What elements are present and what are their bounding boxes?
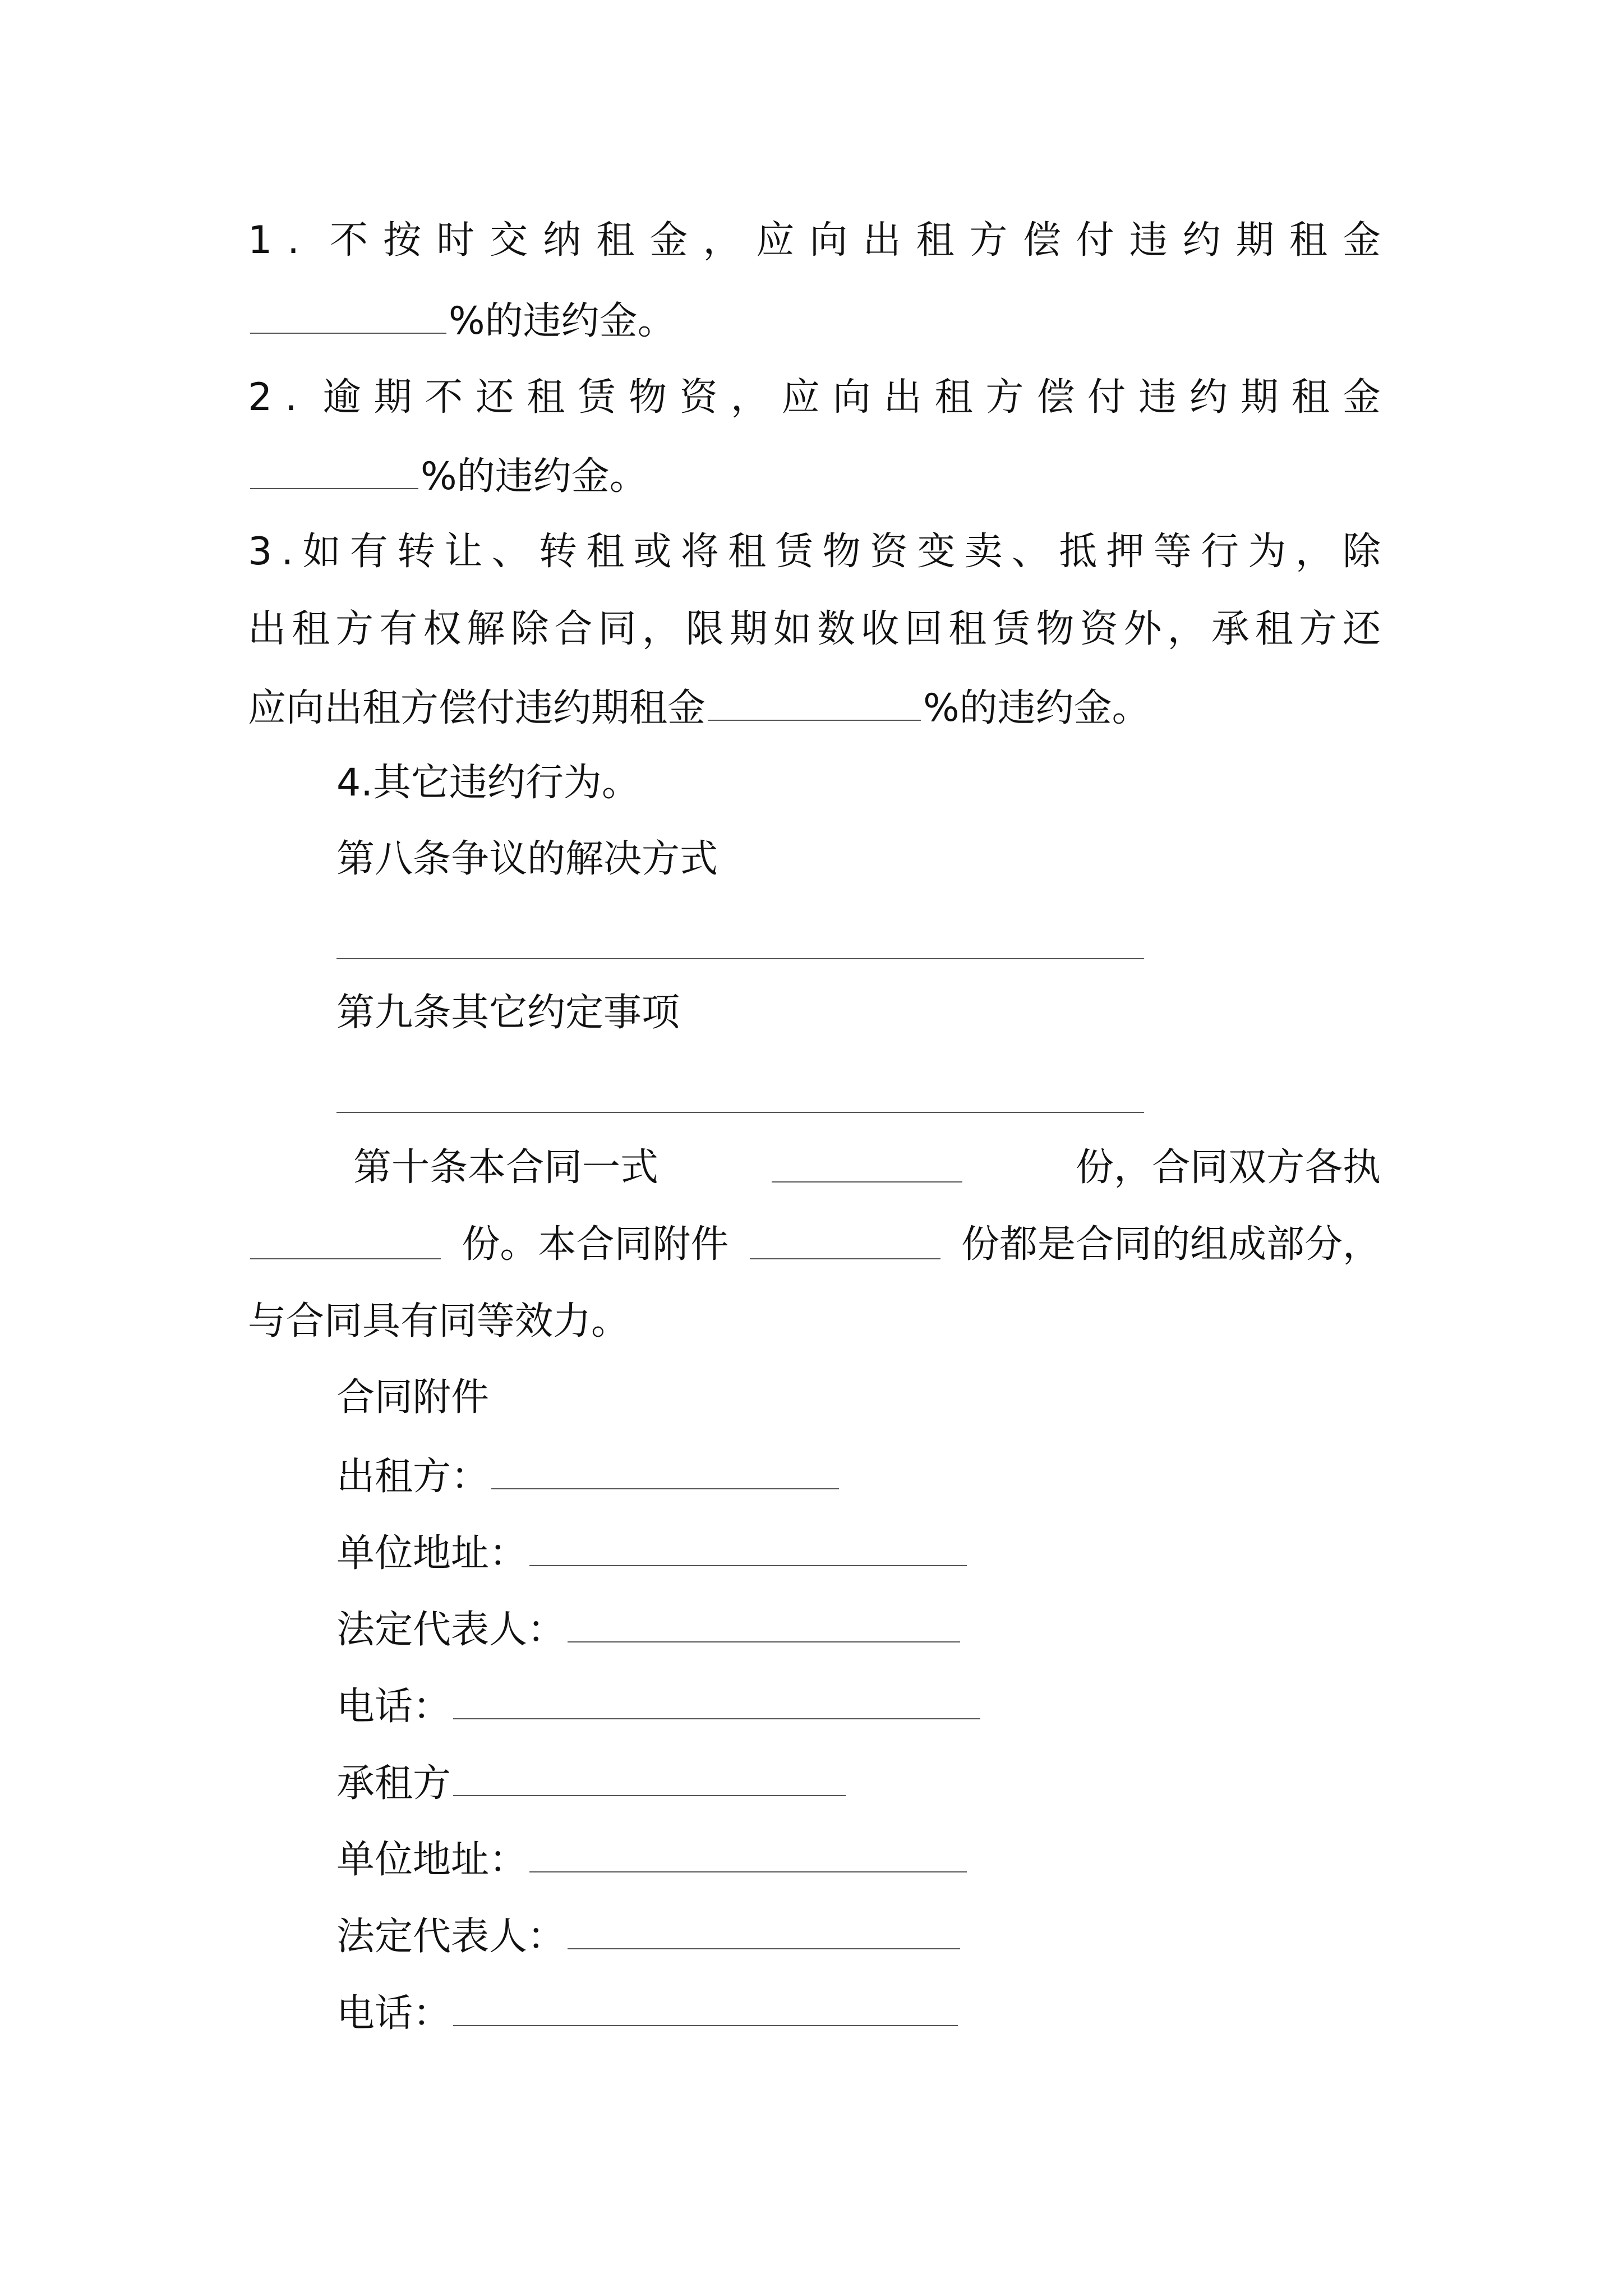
char: 除	[1342, 530, 1381, 574]
article-9-text: 第九条其它约定事项	[336, 991, 680, 1035]
char: 等	[1153, 530, 1192, 574]
char: 金	[1342, 375, 1381, 420]
char: ，	[730, 375, 769, 420]
char: 租	[1291, 375, 1330, 420]
char: 纳	[543, 218, 582, 263]
clause-4-text: 4.其它违约行为。	[336, 761, 640, 805]
char: 出	[248, 607, 287, 651]
lessee-tel-field[interactable]	[453, 1993, 958, 2026]
lessee-tel-label: 电话：	[336, 1991, 451, 2036]
char: 赁	[992, 607, 1031, 651]
char: 外	[1123, 607, 1162, 651]
blank-field[interactable]	[250, 1226, 441, 1259]
char: 抵	[1059, 530, 1098, 574]
char: 赁	[578, 375, 616, 420]
clause-3-line-2	[248, 607, 1381, 651]
char: 赁	[775, 530, 814, 574]
lessor-label: 出租方：	[336, 1455, 490, 1499]
char: 还	[476, 375, 514, 420]
lessee-rep-row	[336, 1915, 962, 1959]
char: .	[285, 375, 297, 420]
char: 权	[423, 607, 462, 651]
char: 收	[861, 607, 900, 651]
annex-text: 合同附件	[336, 1375, 490, 1420]
char: 转	[397, 530, 436, 574]
char: 向	[832, 375, 871, 420]
article-10-part-d: 份都是合同的组成部分，	[961, 1222, 1381, 1267]
char: 出	[863, 218, 901, 263]
char: 不	[425, 375, 463, 420]
article-8-heading	[336, 837, 718, 881]
char: 违	[1138, 375, 1177, 420]
clause-2-suffix: %的违约金。	[421, 454, 648, 499]
lessor-row	[336, 1455, 841, 1499]
char: 租	[916, 218, 955, 263]
char: 租	[527, 375, 565, 420]
char: 让	[444, 530, 483, 574]
clause-1-line-2	[248, 300, 676, 341]
lessor-tel-field[interactable]	[453, 1686, 980, 1719]
char: .	[287, 218, 299, 263]
char: 逾	[322, 375, 361, 420]
char: 违	[1129, 218, 1168, 263]
lessee-rep-label: 法定代表人：	[336, 1915, 566, 1959]
clause-2-line-1	[248, 375, 1381, 420]
char: 向	[809, 218, 848, 263]
char: 物	[629, 375, 667, 420]
char: 、	[491, 530, 530, 574]
article-10-part-e: 与合同具有同等效力。	[248, 1299, 630, 1343]
char: 还	[1342, 607, 1381, 651]
lessor-rep-row	[336, 1608, 962, 1652]
char: 合	[554, 607, 593, 651]
blank-field[interactable]	[708, 687, 921, 721]
char: 交	[490, 218, 528, 263]
char: ，	[642, 607, 680, 651]
char: 有	[349, 530, 388, 574]
article-10-part-a: 第十条本合同一式	[353, 1145, 659, 1190]
clause-2-line-2	[248, 454, 648, 499]
char: 同	[598, 607, 637, 651]
char: 租	[596, 218, 635, 263]
lessee-row	[336, 1761, 848, 1806]
clause-3-prefix: 应向出租方偿付违约期租金	[248, 686, 706, 730]
char: 回	[905, 607, 943, 651]
article-10-part-c: 份。本合同附件	[462, 1222, 729, 1267]
char: 期	[1240, 375, 1279, 420]
char: 2	[248, 375, 273, 420]
article-10-part-b: 份，合同双方各执	[1075, 1145, 1381, 1190]
char: 约	[1189, 375, 1228, 420]
char: 付	[1076, 218, 1114, 263]
clause-4	[336, 761, 640, 805]
char: 方	[969, 218, 1008, 263]
char: 除	[510, 607, 549, 651]
char: 方	[1298, 607, 1337, 651]
char: 期	[1235, 218, 1274, 263]
blank-field[interactable]	[772, 1149, 962, 1182]
char: 期	[729, 607, 768, 651]
char: 金	[1342, 218, 1381, 263]
char: 资	[679, 375, 718, 420]
char: 应	[781, 375, 820, 420]
clause-3-suffix: %的违约金。	[923, 686, 1150, 730]
char: 资	[1080, 607, 1118, 651]
annex-heading	[336, 1375, 490, 1420]
lessor-address-field[interactable]	[529, 1533, 967, 1566]
lessee-rep-field[interactable]	[568, 1916, 960, 1949]
article-10-line-3	[248, 1299, 630, 1343]
char: 物	[1036, 607, 1075, 651]
lessee-address-row	[336, 1838, 969, 1882]
lessor-rep-label: 法定代表人：	[336, 1608, 566, 1652]
char: 偿	[1036, 375, 1075, 420]
char: 解	[467, 607, 505, 651]
char: 押	[1106, 530, 1145, 574]
char: 租	[1289, 218, 1327, 263]
char: 、	[1011, 530, 1050, 574]
char: 3	[248, 530, 273, 574]
char: 资	[870, 530, 909, 574]
char: 期	[374, 375, 412, 420]
char: 租	[728, 530, 767, 574]
blank-field[interactable]	[250, 455, 418, 489]
blank-field[interactable]	[750, 1226, 940, 1259]
char: 租	[1255, 607, 1293, 651]
clause-1-suffix: %的违约金。	[449, 299, 676, 343]
article-9-answer-line[interactable]	[336, 1112, 1144, 1113]
char: 租	[292, 607, 330, 651]
char: 物	[822, 530, 861, 574]
article-9-heading	[336, 991, 680, 1035]
lessor-field[interactable]	[491, 1456, 839, 1489]
char: 限	[685, 607, 724, 651]
char: 数	[817, 607, 856, 651]
clause-3-line-3	[248, 687, 1150, 728]
char: 有	[379, 607, 418, 651]
char: .	[281, 530, 294, 574]
lessee-field[interactable]	[453, 1763, 846, 1796]
char: 方	[335, 607, 374, 651]
char: 出	[883, 375, 922, 420]
char: 为	[1248, 530, 1287, 574]
char: 不	[329, 218, 368, 263]
lessee-address-label: 单位地址：	[336, 1838, 528, 1882]
clause-3-line-1	[248, 530, 1381, 574]
char: 金	[649, 218, 688, 263]
lessor-tel-label: 电话：	[336, 1685, 451, 1729]
char: 按	[383, 218, 422, 263]
clause-1-line-1	[248, 218, 1381, 263]
char: ，	[1295, 530, 1334, 574]
char: 约	[1182, 218, 1221, 263]
blank-field[interactable]	[250, 300, 446, 334]
char: 时	[436, 218, 475, 263]
char: 承	[1211, 607, 1249, 651]
char: 1	[248, 218, 273, 263]
char: 转	[538, 530, 577, 574]
char: 卖	[964, 530, 1003, 574]
lessor-tel-row	[336, 1685, 983, 1729]
lessor-address-label: 单位地址：	[336, 1531, 528, 1576]
lessor-address-row	[336, 1531, 969, 1576]
char: 租	[586, 530, 625, 574]
article-8-answer-line[interactable]	[336, 958, 1144, 959]
char: 方	[985, 375, 1024, 420]
lessee-tel-row	[336, 1991, 960, 2036]
char: 如	[302, 530, 341, 574]
char: 行	[1201, 530, 1239, 574]
char: ，	[703, 218, 741, 263]
article-8-text: 第八条争议的解决方式	[336, 837, 718, 881]
lessee-address-field[interactable]	[529, 1839, 967, 1872]
lessor-rep-field[interactable]	[568, 1609, 960, 1642]
char: 变	[917, 530, 956, 574]
char: 租	[934, 375, 973, 420]
char: 将	[680, 530, 719, 574]
article-10-line-1	[353, 1145, 1381, 1190]
char: 付	[1087, 375, 1126, 420]
article-10-line-2	[248, 1222, 1381, 1267]
char: 应	[756, 218, 795, 263]
char: 或	[633, 530, 672, 574]
char: 如	[773, 607, 811, 651]
char: 租	[948, 607, 987, 651]
char: 偿	[1022, 218, 1061, 263]
lessee-label: 承租方	[336, 1761, 451, 1806]
char: ，	[1167, 607, 1206, 651]
